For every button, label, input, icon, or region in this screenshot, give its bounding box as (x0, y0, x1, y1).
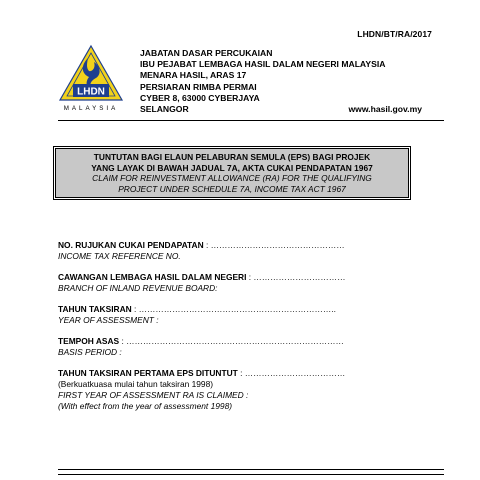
header-divider (58, 120, 444, 121)
field-label: CAWANGAN LEMBAGA HASIL DALAM NEGERI (58, 272, 247, 283)
field-translation: FIRST YEAR OF ASSESSMENT RA IS CLAIMED : (58, 389, 249, 400)
field-input-line[interactable]: : …………………………………………………………………… (119, 336, 344, 347)
document-code: LHDN/BT/RA/2017 (357, 29, 432, 39)
field-tax-reference (58, 240, 438, 262)
field-basis-period (58, 336, 438, 358)
field-translation-note: (With effect from the year of assessment 1998) (58, 400, 233, 411)
field-translation: BASIS PERIOD : (58, 347, 122, 358)
form-title-box (55, 148, 409, 198)
title-english-line-1: CLAIM FOR REINVESTMENT ALLOWANCE (RA) FOR THE QUALIFYING (92, 173, 372, 184)
lhdn-emblem-icon (58, 44, 124, 114)
address-line-2: IBU PEJABAT LEMBAGA HASIL DALAM NEGERI MALAYSIA (140, 59, 386, 70)
office-address (140, 48, 422, 115)
footer-divider-bottom (58, 474, 444, 475)
field-translation: BRANCH OF INLAND REVENUE BOARD: (58, 282, 218, 293)
field-input-line[interactable]: : ……………………………… (237, 368, 346, 379)
title-english-line-2: PROJECT UNDER SCHEDULE 7A, INCOME TAX ACT 1967 (118, 183, 346, 194)
address-line-4: PERSIARAN RIMBA PERMAI (140, 81, 257, 92)
field-first-ra-year (58, 368, 438, 411)
address-line-1: JABATAN DASAR PERCUKAIAN (140, 48, 273, 58)
logo-subtext: MALAYSIA (63, 105, 119, 112)
title-malay-line-1: TUNTUTAN BAGI ELAUN PELABURAN SEMULA (EPS) BAGI PROJEK (93, 152, 371, 162)
field-input-line[interactable]: : …………………………… (246, 272, 346, 283)
form-fields (58, 240, 438, 422)
address-line-3: MENARA HASIL, ARAS 17 (140, 70, 247, 81)
field-translation: YEAR OF ASSESSMENT : (58, 314, 159, 325)
website-link[interactable]: www.hasil.gov.my (348, 104, 422, 115)
field-branch (58, 272, 438, 294)
logo-text: LHDN (77, 86, 105, 98)
footer-divider-top (58, 469, 444, 470)
field-label: TEMPOH ASAS (58, 336, 120, 347)
address-line-5: CYBER 8, 63000 CYBERJAYA (140, 92, 260, 103)
field-label: NO. RUJUKAN CUKAI PENDAPATAN (58, 240, 204, 250)
address-line-6: SELANGOR (140, 104, 189, 115)
field-translation: INCOME TAX REFERENCE NO. (58, 250, 181, 261)
lhdn-logo (58, 44, 124, 114)
title-malay-line-2: YANG LAYAK DI BAWAH JADUAL 7A, AKTA CUKAI PENDAPATAN 1967 (91, 162, 373, 173)
field-note: (Berkuatkuasa mulai tahun taksiran 1998) (58, 379, 214, 390)
field-assessment-year (58, 304, 438, 326)
field-input-line[interactable]: : …………………………………………………………….. (131, 304, 336, 315)
address-last-row (140, 104, 422, 115)
field-label: TAHUN TAKSIRAN (58, 304, 132, 315)
field-input-line[interactable]: : ………………………………………… (203, 240, 345, 250)
field-label: TAHUN TAKSIRAN PERTAMA EPS DITUNTUT (58, 368, 238, 379)
